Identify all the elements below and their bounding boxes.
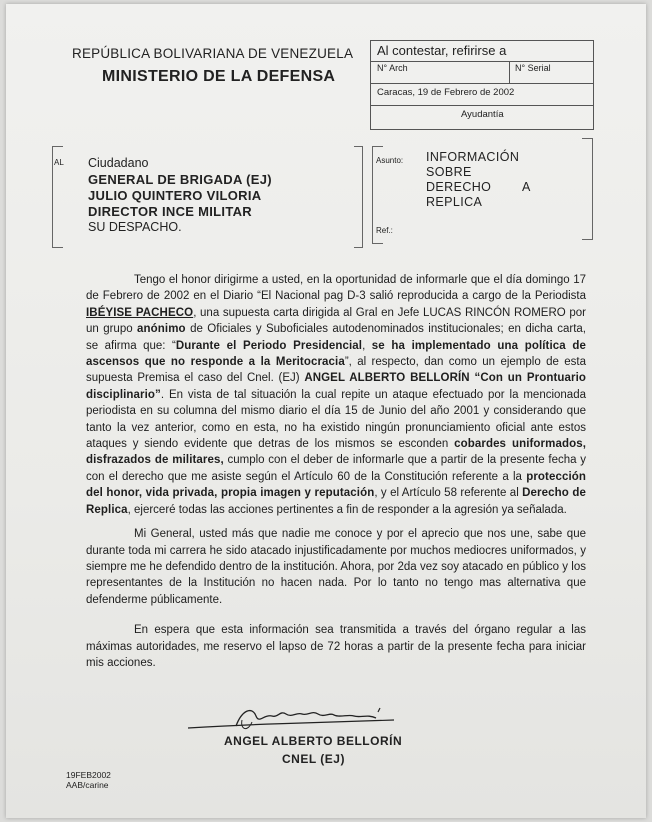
recipient-name: JULIO QUINTERO VILORIA <box>88 188 262 203</box>
footer-initials: AAB/carine <box>66 780 109 790</box>
recipient-office: SU DESPACHO. <box>88 220 182 234</box>
letter-body <box>86 272 586 671</box>
paragraph-1: Tengo el honor dirigirme a usted, en la oportunidad de informarle que el día domingo 17 de Febrero de 2002 en el Diario “El Nacional pag D-3 salió reproducida a cargo de la Periodista IBÉYISE PACHECO, una supuesta carta dirigida al Gral en Jefe LUCAS RINCÓN ROMERO por un grupo anónimo de Oficiales y Suboficiales autodenominados institucionales; en dicha carta, se afirma que: “Durante el Periodo Presidencial, se ha implementado una política de ascensos que no responde a la Meritocracia”, al respecto, dan como un ejemplo de esta supuesta Premisa el caso del Cnel. (EJ) ANGEL ALBERTO BELLORÍN “Con un Prontuario disciplinario”. En vista de tal situación la cual repite un ataque efectuado por la mencionada periodista en su columna del mismo diario el día 15 de Junio del año 2001 y considerando que tanto la vez anterior, como en esta, no ha existido ningún pronunciamiento oficial ante estos ataques y siendo evidente que detras de los mismos se esconden cobardes uniformados, disfrazados de militares, cumplo con el deber de informarle que a partir de la presente fecha y con el derecho que me asiste según el Artículo 60 de la Constitución referente a la protección del honor, vida privada, propia imagen y reputación, y el Artículo 58 referente al Derecho de Replica, ejerceré todas las acciones pertinentes a fin de responder a la agresión ya señalada. <box>86 274 586 516</box>
letter-date: Caracas, 19 de Febrero de 2002 <box>377 87 515 98</box>
signatory-name: ANGEL ALBERTO BELLORÍN <box>224 734 403 748</box>
signatory-rank: CNEL (EJ) <box>282 752 345 766</box>
reference-instruction: Al contestar, refirirse a <box>377 43 507 58</box>
recipient-salutation: Ciudadano <box>88 156 149 170</box>
subject-line-3b: A <box>522 180 531 194</box>
subject-line-2: SOBRE <box>426 165 472 179</box>
ministry-heading: MINISTERIO DE LA DEFENSA <box>102 68 336 85</box>
recipient-rank: GENERAL DE BRIGADA (EJ) <box>88 172 272 187</box>
recipient-bracket-right <box>354 146 363 248</box>
reference-label: Ref.: <box>376 226 393 235</box>
subject-line-1: INFORMACIÓN <box>426 150 520 164</box>
serial-number-label: N° Serial <box>515 63 551 73</box>
archive-number-label: N° Arch <box>377 63 408 73</box>
subject-bracket-right <box>582 138 593 240</box>
footer-code: 19FEB2002 <box>66 770 111 780</box>
letter-page <box>6 4 646 818</box>
recipient-label: AL <box>54 158 64 167</box>
recipient-title: DIRECTOR INCE MILITAR <box>88 204 252 219</box>
subject-label: Asunto: <box>376 156 404 165</box>
reference-box <box>370 40 594 130</box>
issuing-office: Ayudantía <box>461 109 504 120</box>
paragraph-2: Mi General, usted más que nadie me conoce y por el aprecio que nos une, sabe que durante toda mi carrera he sido atacado injustificadamente por muchos mediocres uniformados, y siempre me he defendido dentro de la institución. Ahora, por 2da vez soy atacado en público y los representantes de la Institución no hacen nada. Por lo tanto no tengo mas alternativa que defenderme públicamente. <box>86 528 586 606</box>
paragraph-3: En espera que esta información sea transmitida a través del órgano regular a las máximas autoridades, me reservo el lapso de 72 horas a partir de la presente fecha para iniciar mis acciones. <box>86 624 586 669</box>
republic-heading: REPÚBLICA BOLIVARIANA DE VENEZUELA <box>72 46 354 61</box>
subject-line-3a: DERECHO <box>426 180 492 194</box>
subject-line-4: REPLICA <box>426 195 483 209</box>
